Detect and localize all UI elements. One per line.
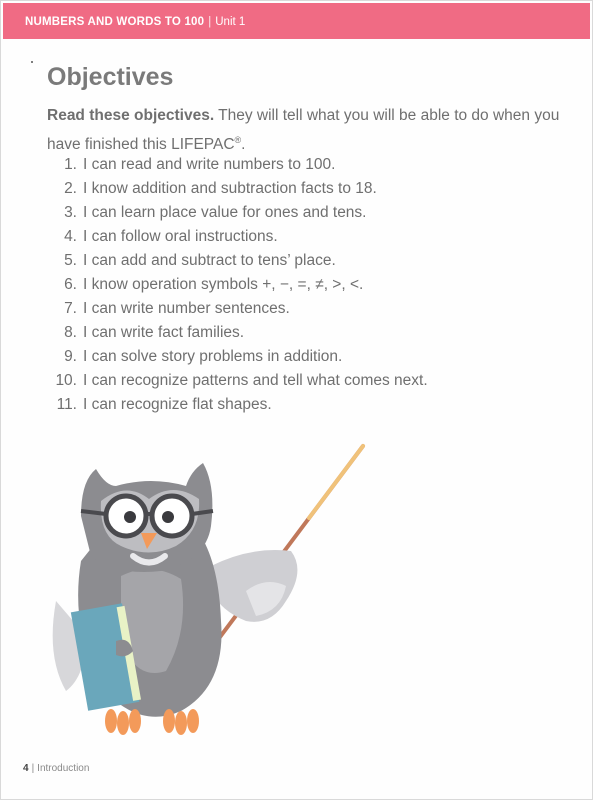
objective-item — [41, 321, 428, 345]
right-eye — [162, 511, 174, 523]
objective-number: 8. — [64, 324, 77, 341]
objective-text: I can recognize flat shapes. — [83, 396, 272, 413]
objective-item — [41, 201, 428, 225]
objective-number: 6. — [64, 276, 77, 293]
objective-text: I can write fact families. — [83, 324, 245, 341]
unit-label: Unit 1 — [215, 16, 246, 28]
right-toe — [187, 709, 199, 733]
objective-number: 2. — [64, 180, 77, 197]
section-label: Introduction — [37, 763, 90, 774]
objective-item — [41, 393, 428, 417]
objective-number: 3. — [64, 204, 77, 221]
left-toe — [129, 709, 141, 733]
objective-text: I can learn place value for ones and tens. — [83, 204, 367, 221]
objectives-list — [41, 153, 428, 417]
intro-end: . — [241, 136, 246, 154]
objective-number: 4. — [64, 228, 77, 245]
running-header — [25, 16, 245, 28]
objective-item — [41, 369, 428, 393]
objective-item — [41, 249, 428, 273]
objective-text: I know addition and subtraction facts to 18. — [83, 180, 377, 197]
left-toe — [105, 709, 117, 733]
left-eye — [124, 511, 136, 523]
page-title: Objectives — [47, 63, 174, 91]
objective-item — [41, 273, 428, 297]
header-separator: | — [208, 16, 212, 28]
objective-number: 7. — [64, 300, 77, 317]
footer-separator: | — [31, 763, 35, 774]
owl-teacher-illustration — [41, 441, 381, 741]
objective-item — [41, 297, 428, 321]
page-footer — [23, 763, 89, 774]
objective-number: 1. — [64, 156, 77, 173]
registered-mark: ® — [234, 135, 242, 145]
objective-number: 5. — [64, 252, 77, 269]
objective-text: I know operation symbols +, −, =, ≠, >, <. — [83, 276, 364, 293]
objective-text: I can write number sentences. — [83, 300, 290, 317]
objective-number: 9. — [64, 348, 77, 365]
objective-item — [41, 345, 428, 369]
book-title: NUMBERS AND WORDS TO 100 — [25, 16, 205, 28]
objective-item — [41, 153, 428, 177]
objective-text: I can follow oral instructions. — [83, 228, 278, 245]
objective-text: I can solve story problems in addition. — [83, 348, 343, 365]
stray-dot — [31, 61, 33, 63]
objective-item — [41, 225, 428, 249]
objective-item — [41, 177, 428, 201]
objective-text: I can add and subtract to tens’ place. — [83, 252, 336, 269]
right-toe — [175, 711, 187, 735]
objective-number: 10. — [55, 372, 77, 389]
intro-bold-text: Read these objectives. — [47, 107, 215, 124]
page-number: 4 — [23, 763, 29, 774]
pointer-tip — [309, 446, 363, 518]
right-toe — [163, 709, 175, 733]
left-toe — [117, 711, 129, 735]
header-band — [3, 3, 590, 39]
objective-text: I can read and write numbers to 100. — [83, 156, 336, 173]
objective-text: I can recognize patterns and tell what comes next. — [83, 372, 428, 389]
intro-paragraph — [47, 104, 567, 157]
objective-number: 11. — [56, 396, 77, 413]
intro-text: They will tell what you will be able to do when you have finished this LIFEPAC — [47, 107, 560, 154]
